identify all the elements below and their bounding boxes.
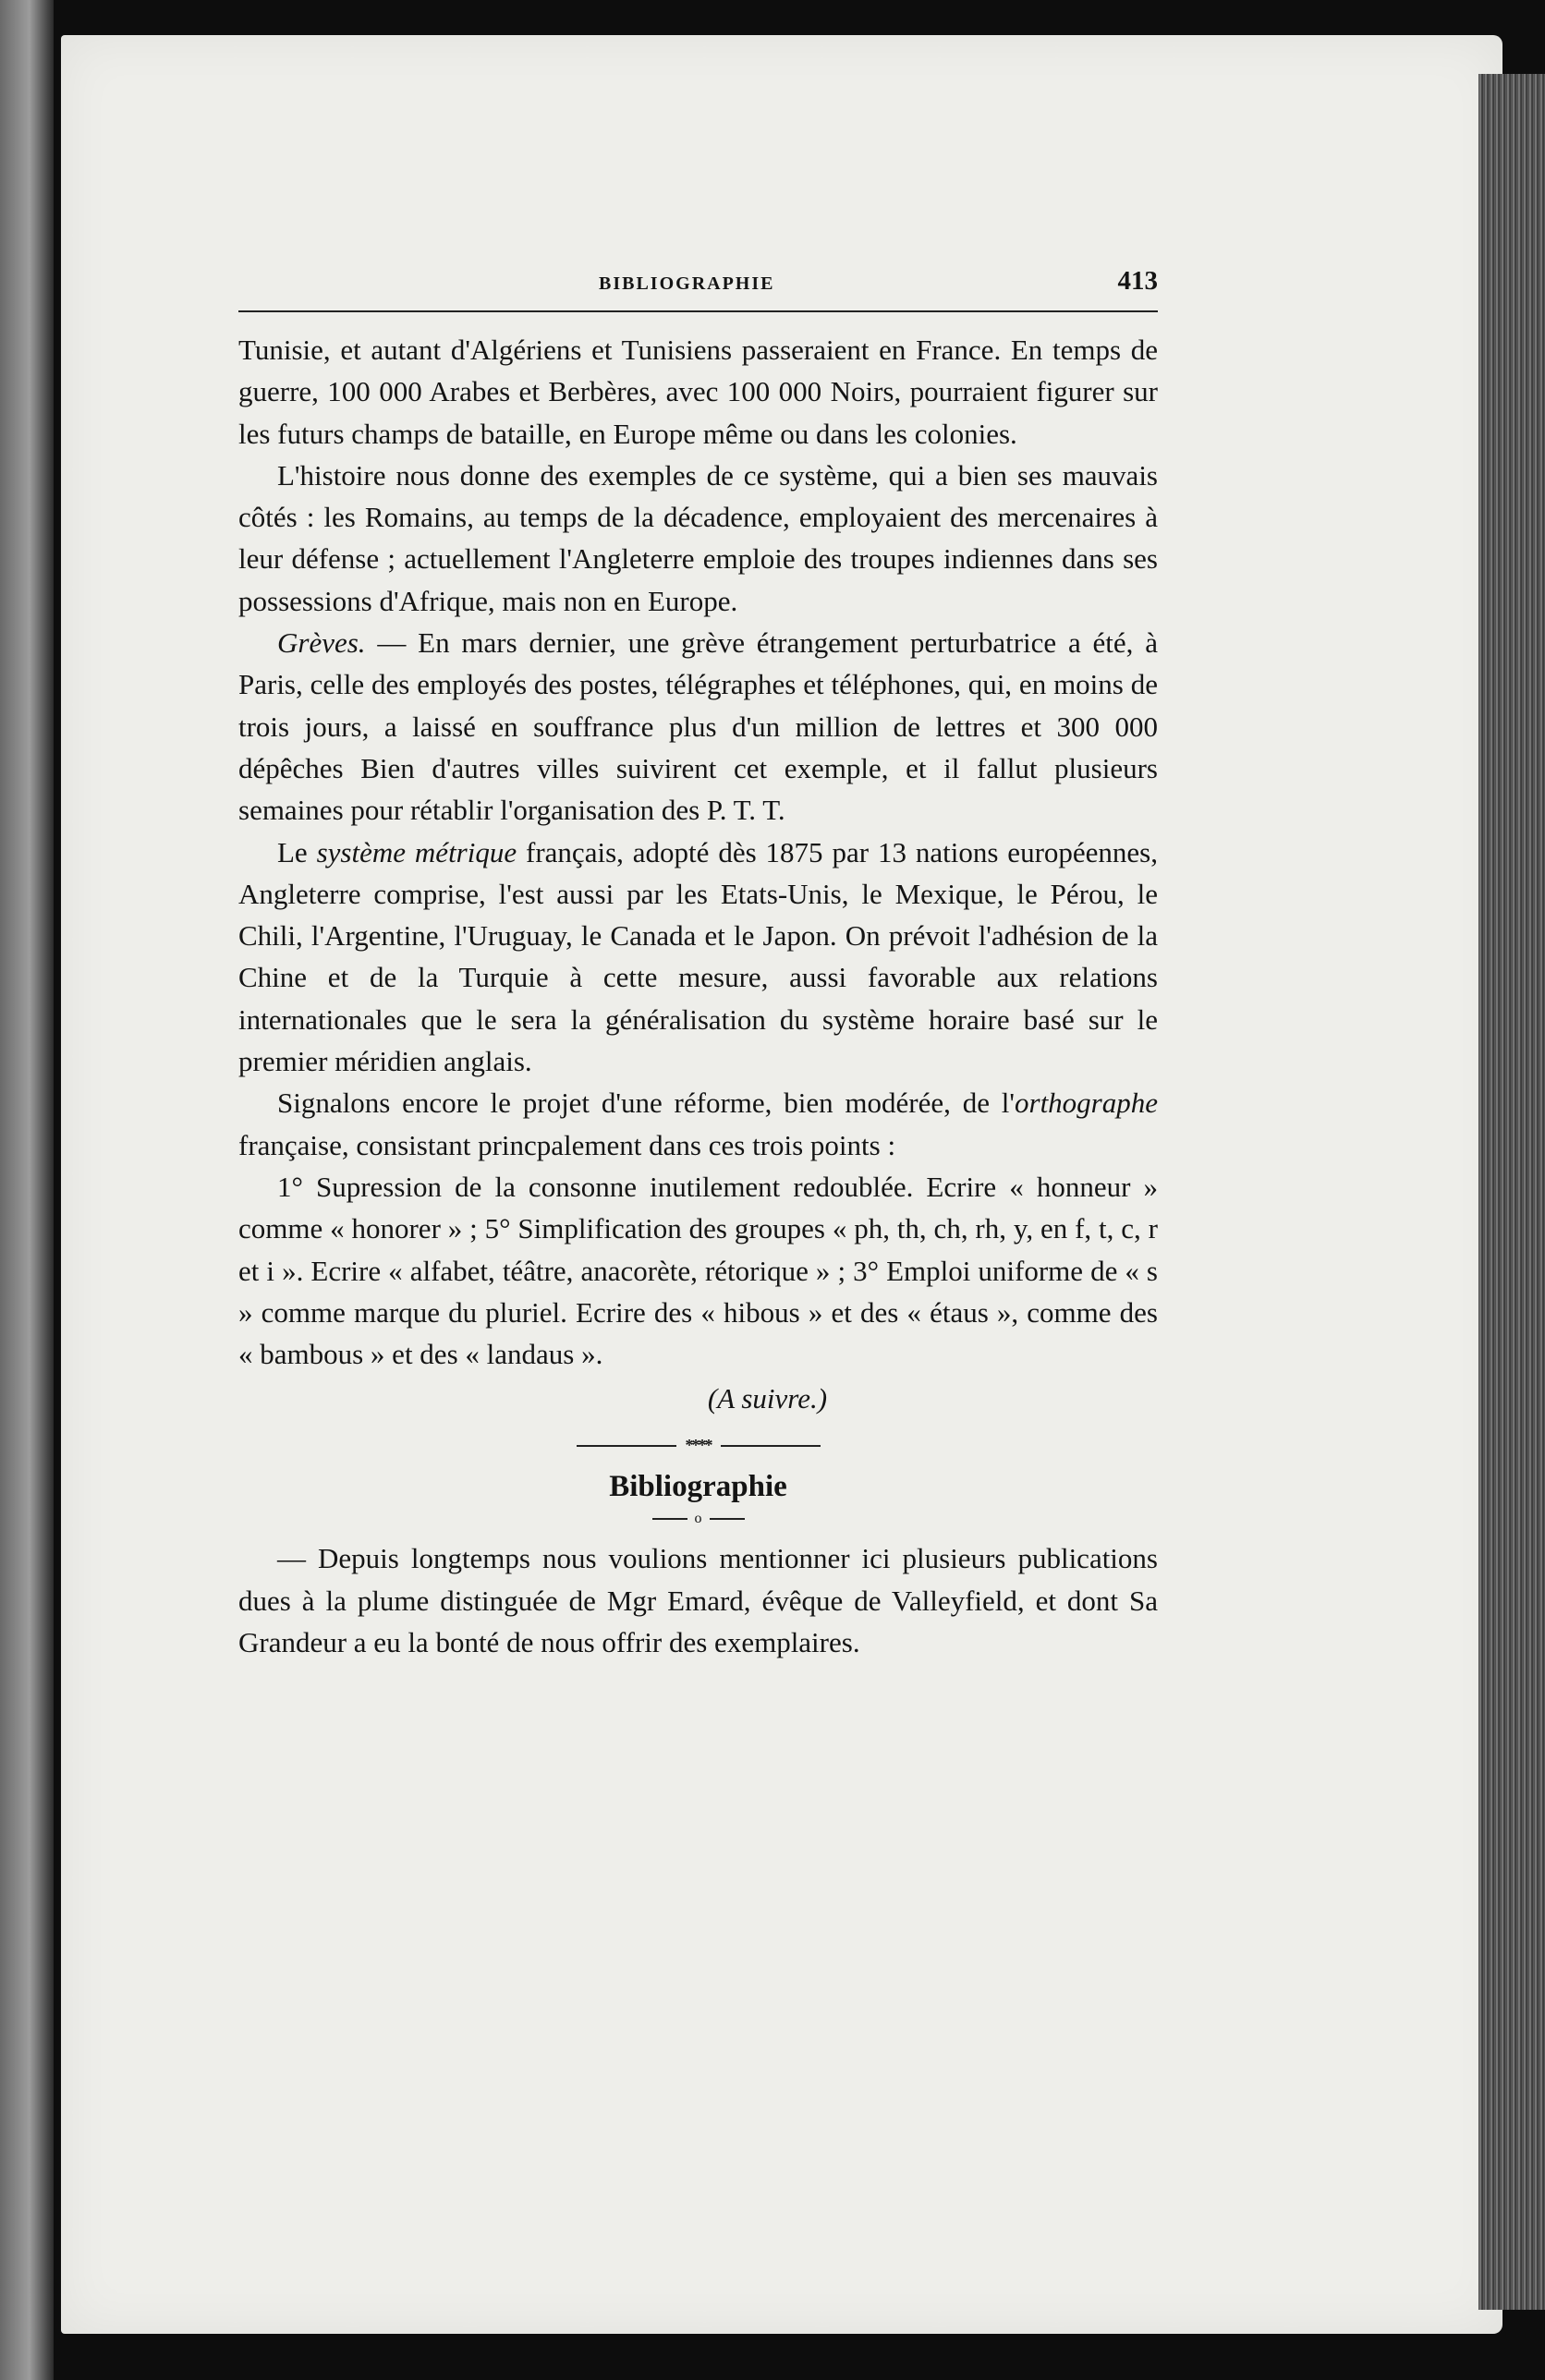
orthographe-emphasis: orthographe [1015, 1087, 1158, 1120]
left-page-edge [0, 0, 54, 2380]
orthographe-text-a: Signalons encore le projet d'une réforme, bien modérée, de l' [277, 1087, 1015, 1120]
paragraph-orthographe [238, 1082, 1158, 1166]
to-be-continued: (A suivre.) [707, 1382, 828, 1415]
section-separator [238, 1436, 1158, 1458]
paragraph-histoire: L'histoire nous donne des exemples de ce système, qui a bien ses mauvais côtés : les Romains, au temps de la décadence, employaient des mercenaires à leur défense ; actuellement l'Angleterre emploie des troupes indiennes dans ses possessions d'Afrique, mais non en Europe. [238, 458, 1158, 617]
ornament-circle: o [694, 1510, 702, 1526]
title-ornament [238, 1510, 1158, 1530]
paragraph-systeme-metrique [238, 832, 1158, 1083]
page-number: 413 [1117, 266, 1158, 296]
paragraph-points: 1° Supression de la consonne inutilement redoublée. Ecrire « honneur » comme « honorer » ; 5° Simplification des groupes « ph, th, ch, rh, y, en f, t, c, r et i ». Ecrire « alfabet, téâtre, anacorète, rétorique » ; 3° Emploi uniforme de « s » comme marque du pluriel. Ecrire des « hibous » et des « étaus », comme des « bambous » et des « landaus ». [238, 1170, 1158, 1371]
right-page-edges [1478, 74, 1545, 2310]
separator-stars: **** [685, 1436, 712, 1455]
paragraph-greves [238, 622, 1158, 831]
orthographe-text-b: française, consistant princpalement dans ces trois points : [238, 1128, 896, 1161]
paragraph-continued: Tunisie, et autant d'Algériens et Tunisiens passeraient en France. En temps de guerre, 100 000 Arabes et Berbères, avec 100 000 Noirs, pourraient figurer sur les futurs champs de bataille, en Europe même ou dans les colonies. [238, 334, 1158, 450]
printed-text-block [238, 266, 1158, 1663]
metrique-text-a: Le [277, 835, 317, 868]
running-head [238, 266, 1158, 312]
section-title: Bibliographie [609, 1470, 787, 1504]
separator-line-left [577, 1445, 676, 1447]
ornament-line-right [710, 1518, 745, 1520]
running-title: BIBLIOGRAPHIE [599, 273, 775, 294]
separator-line-right [721, 1445, 821, 1447]
greves-lead: Grèves. [277, 626, 366, 660]
ornament-line-left [652, 1518, 687, 1520]
metrique-emphasis: système métrique [316, 835, 517, 868]
metrique-text-b: français, adopté dès 1875 par 13 nations européennes, Angleterre comprise, l'est aussi par les Etats-Unis, le Mexique, le Pérou, le Chili, l'Argentine, l'Uruguay, le Canada et le Japon. On prévoit l'adhésion de la Chine et de la Turquie à cette mesure, aussi favorable aux relations internationales que le sera la généralisation du système horaire basé sur le premier méridien anglais. [238, 835, 1158, 1078]
paragraph-bibliographie: — Depuis longtemps nous voulions mentionner ici plusieurs publications dues à la plume distinguée de Mgr Emard, évêque de Valleyfield, et dont Sa Grandeur a eu la bonté de nous offrir des exemplaires. [238, 1542, 1158, 1659]
greves-text: — En mars dernier, une grève étrangement perturbatrice a été, à Paris, celle des employés des postes, télégraphes et téléphones, qui, en moins de trois jours, a laissé en souffrance plus d'un million de lettres et 300 000 dépêches Bien d'autres villes suivirent cet exemple, et il fallut plusieurs semaines pour rétablir l'organisation des P. T. T. [238, 626, 1158, 827]
bottom-shadow [61, 2343, 1545, 2380]
